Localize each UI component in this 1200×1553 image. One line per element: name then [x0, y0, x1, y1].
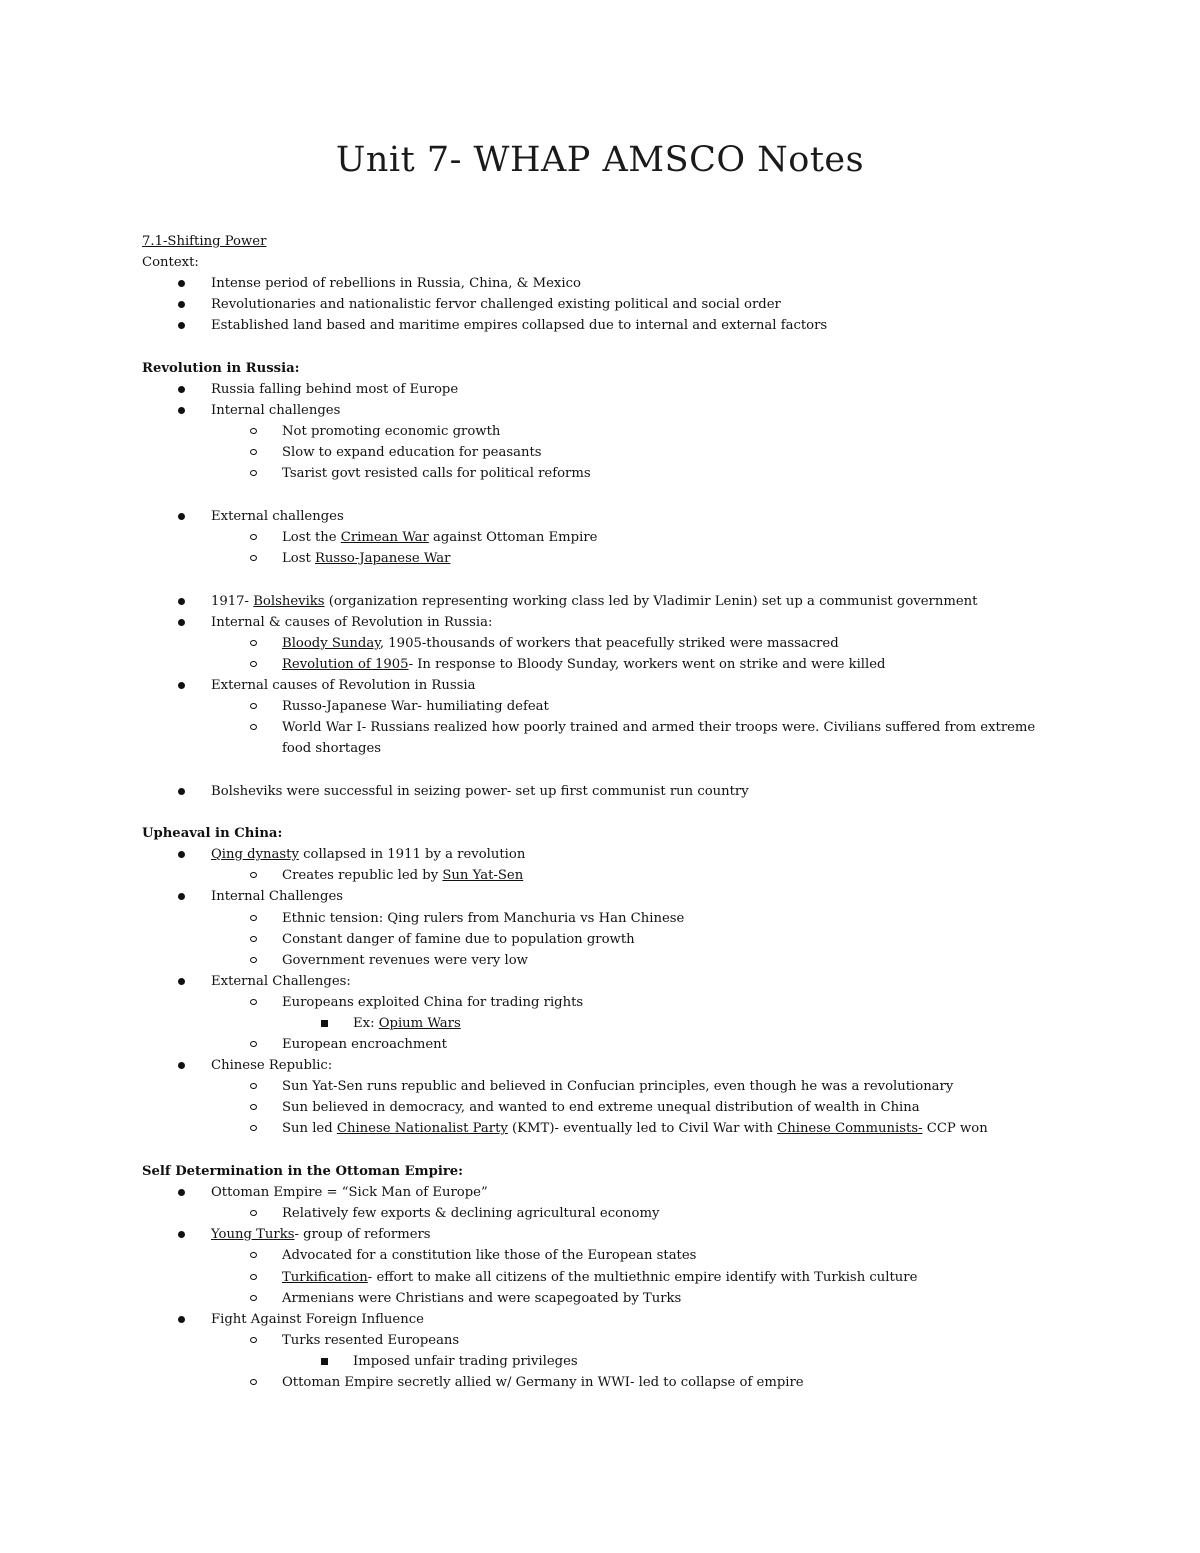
bullet-disc-icon: [178, 513, 185, 520]
list-item: External causes of Revolution in Russia: [211, 676, 475, 695]
list-item: Not promoting economic growth: [282, 422, 500, 441]
list-item: Turkification- effort to make all citizens of the multiethnic empire identify with Turkish culture: [282, 1268, 917, 1287]
bullet-circle-icon: [250, 661, 257, 667]
list-item: Sun led Chinese Nationalist Party (KMT)- eventually led to Civil War with Chinese Communists- CCP won: [282, 1119, 988, 1138]
section-heading-shifting-power: [142, 232, 266, 251]
list-item: Sun Yat-Sen runs republic and believed in Confucian principles, even though he was a revolutionary: [282, 1077, 953, 1096]
bullet-disc-icon: [178, 1189, 185, 1196]
list-item: Internal & causes of Revolution in Russia:: [211, 613, 492, 632]
list-item: Armenians were Christians and were scapegoated by Turks: [282, 1289, 681, 1308]
list-item: Revolution of 1905- In response to Bloody Sunday, workers went on strike and were killed: [282, 655, 885, 674]
list-item: Ex: Opium Wars: [353, 1014, 461, 1033]
document-title: Unit 7- WHAP AMSCO Notes: [335, 140, 865, 180]
bullet-circle-icon: [250, 555, 257, 561]
term-chinese-communists: Chinese Communists-: [777, 1121, 923, 1136]
bullet-circle-icon: [250, 915, 257, 921]
list-item: Lost Russo-Japanese War: [282, 549, 450, 568]
section-heading-text: 7.1-Shifting Power: [142, 234, 267, 249]
bullet-disc-icon: [178, 598, 185, 605]
list-item: Advocated for a constitution like those of the European states: [282, 1246, 696, 1265]
term-crimean-war: Crimean War: [340, 530, 429, 545]
list-item: Relatively few exports & declining agricultural economy: [282, 1204, 659, 1223]
bullet-disc-icon: [178, 407, 185, 414]
section-heading-russia: Revolution in Russia:: [142, 361, 300, 376]
list-item: Ethnic tension: Qing rulers from Manchuria vs Han Chinese: [282, 909, 684, 928]
section-heading-china: Upheaval in China:: [142, 826, 283, 841]
bullet-circle-icon: [250, 724, 257, 730]
section-heading-ottoman: Self Determination in the Ottoman Empire:: [142, 1164, 464, 1179]
context-label: Context:: [142, 255, 199, 270]
list-item: Established land based and maritime empires collapsed due to internal and external factors: [211, 316, 827, 335]
bullet-circle-icon: [250, 1337, 257, 1343]
list-item: Qing dynasty collapsed in 1911 by a revolution: [211, 845, 525, 864]
bullet-disc-icon: [178, 386, 185, 393]
bullet-circle-icon: [250, 1274, 257, 1280]
bullet-disc-icon: [178, 1316, 185, 1323]
list-item: Young Turks- group of reformers: [211, 1225, 431, 1244]
bullet-disc-icon: [178, 788, 185, 795]
bullet-circle-icon: [250, 957, 257, 963]
bullet-circle-icon: [250, 428, 257, 434]
bullet-disc-icon: [178, 978, 185, 985]
list-item-continuation: food shortages: [282, 741, 382, 756]
list-item: Russo-Japanese War- humiliating defeat: [282, 697, 549, 716]
bullet-disc-icon: [178, 1062, 185, 1069]
list-item: Internal Challenges: [211, 887, 343, 906]
list-item: Internal challenges: [211, 401, 340, 420]
list-item: Bloody Sunday, 1905-thousands of workers that peacefully striked were massacred: [282, 634, 839, 653]
list-item: Revolutionaries and nationalistic fervor challenged existing political and social order: [211, 295, 781, 314]
term-sun-yat-sen: Sun Yat-Sen: [442, 868, 524, 883]
bullet-circle-icon: [250, 1252, 257, 1258]
term-young-turks: Young Turks: [211, 1227, 295, 1242]
list-item: Slow to expand education for peasants: [282, 443, 542, 462]
list-item: Lost the Crimean War against Ottoman Empire: [282, 528, 597, 547]
term-qing-dynasty: Qing dynasty: [211, 847, 299, 862]
list-item: Government revenues were very low: [282, 951, 528, 970]
list-item: Bolsheviks were successful in seizing power- set up first communist run country: [211, 782, 749, 801]
list-item: Creates republic led by Sun Yat-Sen: [282, 866, 523, 885]
bullet-circle-icon: [250, 1125, 257, 1131]
bullet-circle-icon: [250, 999, 257, 1005]
list-item: European encroachment: [282, 1035, 447, 1054]
bullet-circle-icon: [250, 703, 257, 709]
list-item: Sun believed in democracy, and wanted to end extreme unequal distribution of wealth in China: [282, 1098, 920, 1117]
term-turkification: Turkification: [282, 1270, 368, 1285]
bullet-square-icon: [321, 1020, 328, 1027]
bullet-disc-icon: [178, 851, 185, 858]
list-item: External Challenges:: [211, 972, 351, 991]
bullet-circle-icon: [250, 470, 257, 476]
bullet-disc-icon: [178, 301, 185, 308]
bullet-disc-icon: [178, 280, 185, 287]
list-item: 1917- Bolsheviks (organization representing working class led by Vladimir Lenin) set up a communist government: [211, 592, 977, 611]
list-item: Tsarist govt resisted calls for political reforms: [282, 464, 591, 483]
term-bloody-sunday: Bloody Sunday: [282, 636, 380, 651]
list-item: World War I- Russians realized how poorly trained and armed their troops were. Civilians suffered from extreme: [282, 718, 1035, 737]
term-bolsheviks: Bolsheviks: [253, 594, 325, 609]
list-item: Ottoman Empire secretly allied w/ Germany in WWI- led to collapse of empire: [282, 1373, 804, 1392]
list-item: Chinese Republic:: [211, 1056, 332, 1075]
bullet-circle-icon: [250, 534, 257, 540]
term-chinese-nationalist-party: Chinese Nationalist Party: [336, 1121, 508, 1136]
bullet-disc-icon: [178, 682, 185, 689]
list-item: Fight Against Foreign Influence: [211, 1310, 424, 1329]
term-opium-wars: Opium Wars: [378, 1016, 461, 1031]
bullet-circle-icon: [250, 1210, 257, 1216]
term-russo-japanese-war: Russo-Japanese War: [314, 551, 451, 566]
list-item: Russia falling behind most of Europe: [211, 380, 458, 399]
list-item: External challenges: [211, 507, 344, 526]
bullet-disc-icon: [178, 893, 185, 900]
list-item: Turks resented Europeans: [282, 1331, 459, 1350]
bullet-circle-icon: [250, 449, 257, 455]
bullet-circle-icon: [250, 936, 257, 942]
bullet-circle-icon: [250, 1104, 257, 1110]
list-item: Constant danger of famine due to population growth: [282, 930, 635, 949]
bullet-circle-icon: [250, 1041, 257, 1047]
bullet-disc-icon: [178, 1231, 185, 1238]
list-item: Ottoman Empire = “Sick Man of Europe”: [211, 1183, 488, 1202]
list-item: Intense period of rebellions in Russia, China, & Mexico: [211, 274, 581, 293]
bullet-circle-icon: [250, 1295, 257, 1301]
bullet-circle-icon: [250, 1083, 257, 1089]
bullet-square-icon: [321, 1358, 328, 1365]
bullet-disc-icon: [178, 619, 185, 626]
bullet-circle-icon: [250, 872, 257, 878]
list-item: Imposed unfair trading privileges: [353, 1352, 578, 1371]
term-revolution-1905: Revolution of 1905: [282, 657, 409, 672]
list-item: Europeans exploited China for trading rights: [282, 993, 583, 1012]
bullet-circle-icon: [250, 640, 257, 646]
bullet-circle-icon: [250, 1379, 257, 1385]
bullet-disc-icon: [178, 322, 185, 329]
